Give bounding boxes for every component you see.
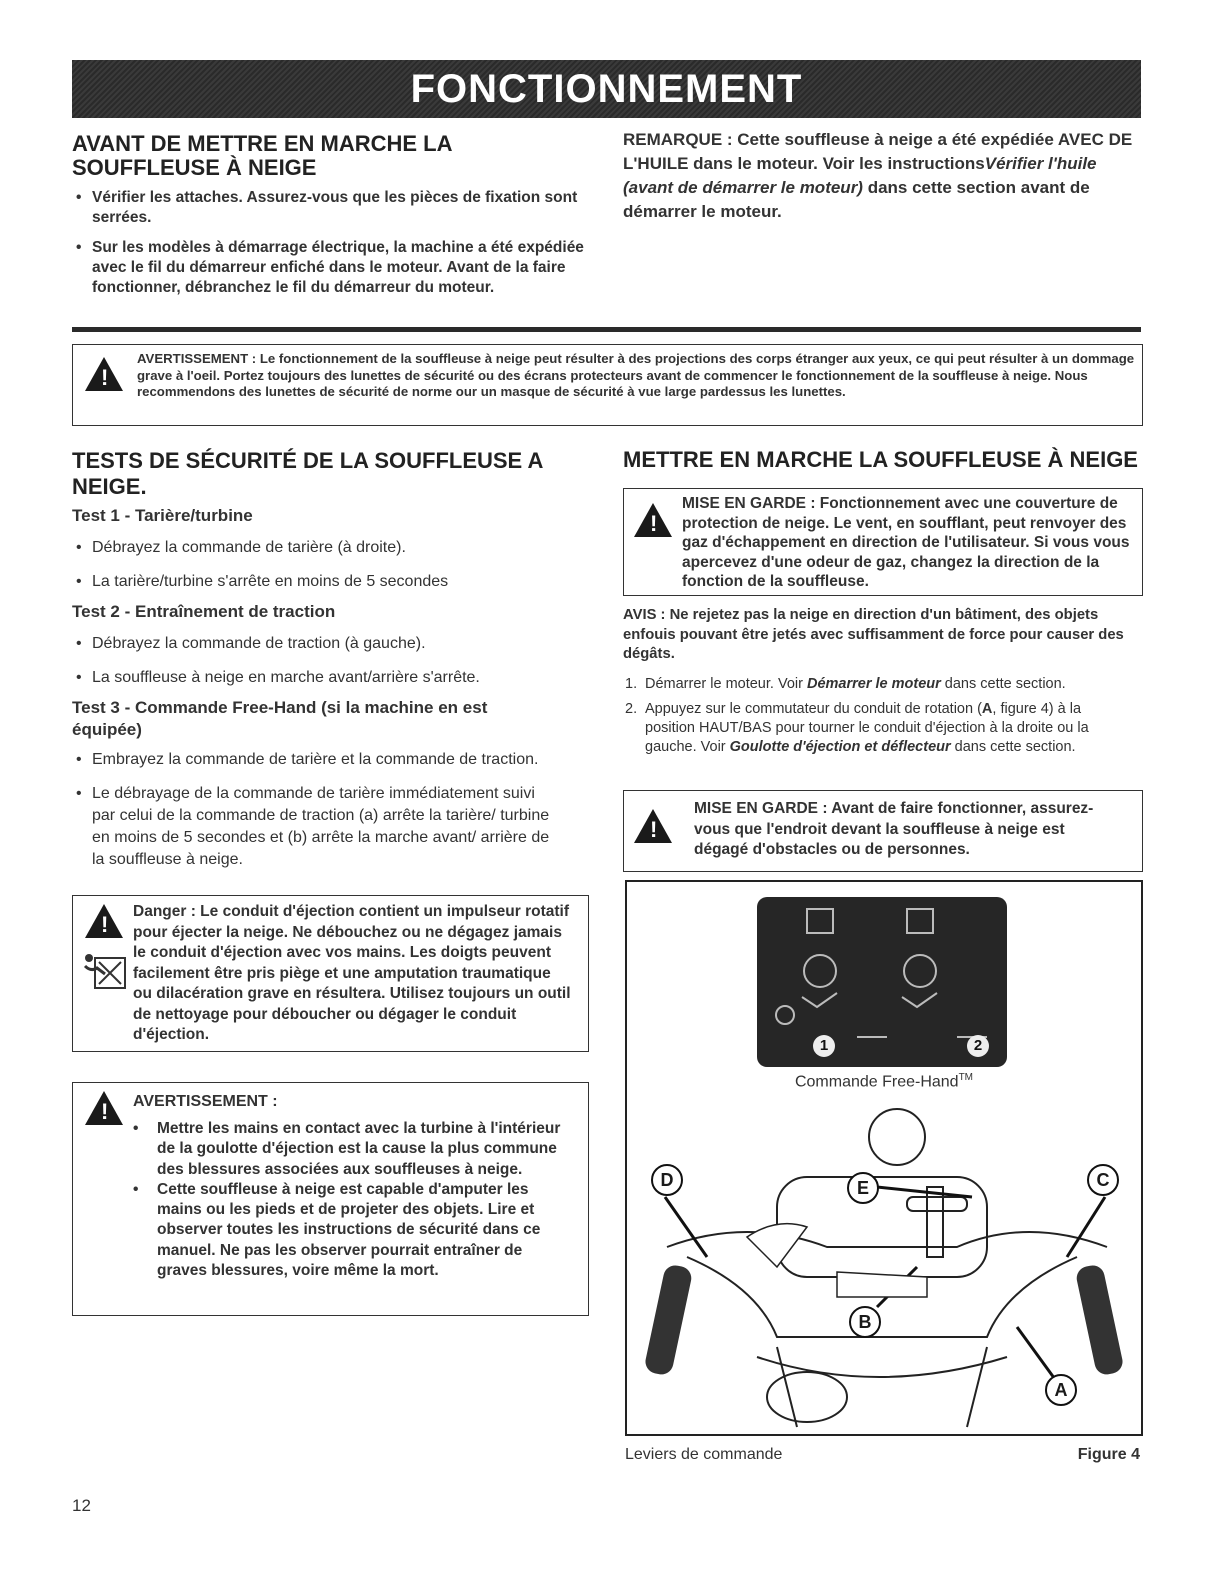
label-a: A — [1045, 1374, 1077, 1406]
mise-garde1-box — [623, 488, 1143, 596]
mise-garde2-box — [623, 790, 1143, 872]
step-letter: A — [981, 701, 993, 717]
test3-list — [72, 749, 592, 871]
step-text: Démarrer le moteur. Voir — [645, 676, 807, 692]
list-item: • Débrayez la commande de tarière (à droite). — [72, 537, 592, 559]
list-item: • Cette souffleuse à neige est capable d'amputer les mains ou les pieds et de projeter des objets. Lire et observer toutes les instructions de sécurité dans ce manuel. Ne pas les observer pourrait entraîner de graves blessures, voire même la mort. — [129, 1180, 569, 1281]
warning-icon: ! — [85, 1091, 123, 1125]
mise-garde2-text: MISE EN GARDE : Avant de faire fonctionner, assurez-vous que l'endroit devant la souffleuse à neige est dégagé d'obstacles ou de personnes. — [694, 800, 1094, 858]
mise-garde1-text: MISE EN GARDE : Fonctionnement avec une couverture de protection de neige. Le vent, en soufflant, peut renvoyer des gaz d'échappement en direction de l'utilisateur. Si vous vous apercevez d'une odeur de gaz, changez la direction de la fonction de la souffleuse. — [682, 495, 1130, 590]
list-item: • Embrayez la commande de tarière et la commande de traction. — [72, 749, 592, 771]
label-c: C — [1087, 1164, 1119, 1196]
list-item: • La souffleuse à neige en marche avant/arrière s'arrête. — [72, 667, 592, 689]
tests-body — [72, 505, 592, 871]
label-e: E — [847, 1172, 879, 1204]
test2-title: Test 2 - Entraînement de traction — [72, 602, 336, 621]
list-item: • Vérifier les attaches. Assurez-vous que les pièces de fixation sont serrées. — [72, 188, 592, 228]
figure-caption-right: Figure 4 — [1077, 1446, 1140, 1463]
list-item: • La tarière/turbine s'arrête en moins de 5 secondes — [72, 571, 592, 593]
danger-text: Danger : Le conduit d'éjection contient un impulseur rotatif pour éjecter la neige. Ne débouchez ou ne dégagez jamais le conduit d'éjection avec vos mains. Les doigts peuvent facilement être pris piège et une amputation traumatique ou dilacération grave en résultera. Utilisez toujours un outil de nettoyage pour déboucher ou dégager le conduit d'éjection. — [133, 903, 571, 1043]
hand-impeller-icon — [81, 948, 129, 994]
page-number: 12 — [72, 1496, 91, 1515]
step-text: dans cette section. — [940, 676, 1066, 692]
test3-title: Test 3 - Commande Free-Hand (si la machine en est équipée) — [72, 698, 488, 739]
mettre-heading: METTRE EN MARCHE LA SOUFFLEUSE À NEIGE — [623, 447, 1138, 472]
warning-icon: ! — [85, 357, 123, 391]
warning-icon: ! — [634, 809, 672, 843]
step-text: , figure 4) à la position HAUT/BAS pour tourner le conduit d'éjection à la droite ou la gauche. Voir — [645, 701, 1089, 755]
decal-caption-text: Commande Free-Hand — [794, 1073, 959, 1091]
remarque-suffix: dans cette section avant de démarrer le moteur. — [623, 178, 1090, 221]
step-num: 2. — [625, 701, 638, 717]
label-b: B — [849, 1306, 881, 1338]
tests-heading: TESTS DE SÉCURITÉ DE LA SOUFFLEUSE A NEIGE. — [72, 448, 543, 499]
step-text: Appuyez sur le commutateur du conduit de rotation ( — [645, 701, 982, 717]
avertissement2-title: AVERTISSEMENT : — [133, 1093, 278, 1110]
avertissement2-list — [129, 1119, 569, 1281]
warning-icon: ! — [85, 904, 123, 938]
list-item: • Débrayez la commande de traction (à gauche). — [72, 633, 592, 655]
avant-heading: AVANT DE METTRE EN MARCHE LA SOUFFLEUSE À NEIGE — [72, 131, 452, 180]
step-1 — [625, 675, 1125, 694]
remarque-emph: Vérifier l'huile (avant de démarrer le moteur) — [623, 154, 1097, 197]
avertissement-text: AVERTISSEMENT : Le fonctionnement de la souffleuse à neige peut résulter à des projections des corps étranger aux yeux, ce qui peut résulter à un dommage grave à l'oeil. Portez toujours des lunettes de sécurité ou des écrans protecteurs avant de commencer le fonctionnement de la souffleuse à neige. Nous recommendons des lunettes de sécurité de norme our un masque de sécurité à vue large pardessus les lunettes. — [137, 351, 1135, 399]
list-item: • Mettre les mains en contact avec la turbine à l'intérieur de la goulotte d'éjection est la cause la plus commune des blessures associées aux souffleuses à neige. — [129, 1119, 569, 1180]
avant-list — [72, 188, 592, 298]
figure-caption-left: Leviers de commande — [625, 1446, 783, 1463]
section-banner: FONCTIONNEMENT — [72, 60, 1141, 118]
list-item: • Sur les modèles à démarrage électrique, la machine a été expédiée avec le fil du démarreur enfiché dans le moteur. Avant de la faire fonctionner, débranchez le fil du démarreur du moteur. — [72, 238, 592, 298]
free-hand-decal — [757, 897, 1007, 1067]
badge-1: 1 — [813, 1035, 835, 1057]
avertissement2-box — [72, 1082, 589, 1316]
step-2 — [625, 700, 1125, 757]
remarque-note — [623, 128, 1138, 224]
steps-list — [625, 675, 1125, 757]
test1-list — [72, 537, 592, 593]
list-item: • Le débrayage de la commande de tarière immédiatement suivi par celui de la commande de traction (a) arrête la tarière/ turbine en moins de 5 secondes et (b) arrête la marche avant/ arrière de la souffleuse à neige. — [72, 783, 562, 871]
step-text: dans cette section. — [950, 739, 1076, 755]
badge-2: 2 — [967, 1035, 989, 1057]
test1-title: Test 1 - Tarière/turbine — [72, 506, 253, 525]
figure-4 — [625, 880, 1143, 1436]
decal-caption — [627, 1072, 1141, 1091]
avertissement-box — [72, 344, 1143, 426]
step-num: 1. — [625, 676, 638, 692]
warning-icon: ! — [634, 503, 672, 537]
test2-list — [72, 633, 592, 689]
remarque-text: REMARQUE : Cette souffleuse à neige a été expédiée AVEC DE L'HUILE dans le moteur. Voir les instructions — [623, 130, 1133, 173]
step-emph: Goulotte d'éjection et déflecteur — [729, 739, 951, 755]
step-emph: Démarrer le moteur — [806, 676, 941, 692]
trademark: TM — [958, 1072, 974, 1083]
section-divider — [72, 327, 1141, 332]
avis-text: AVIS : Ne rejetez pas la neige en direction d'un bâtiment, des objets enfouis pouvant être jetés avec suffisamment de force pour causer des dégâts. — [623, 607, 1124, 662]
label-d: D — [651, 1164, 683, 1196]
danger-box — [72, 895, 589, 1052]
